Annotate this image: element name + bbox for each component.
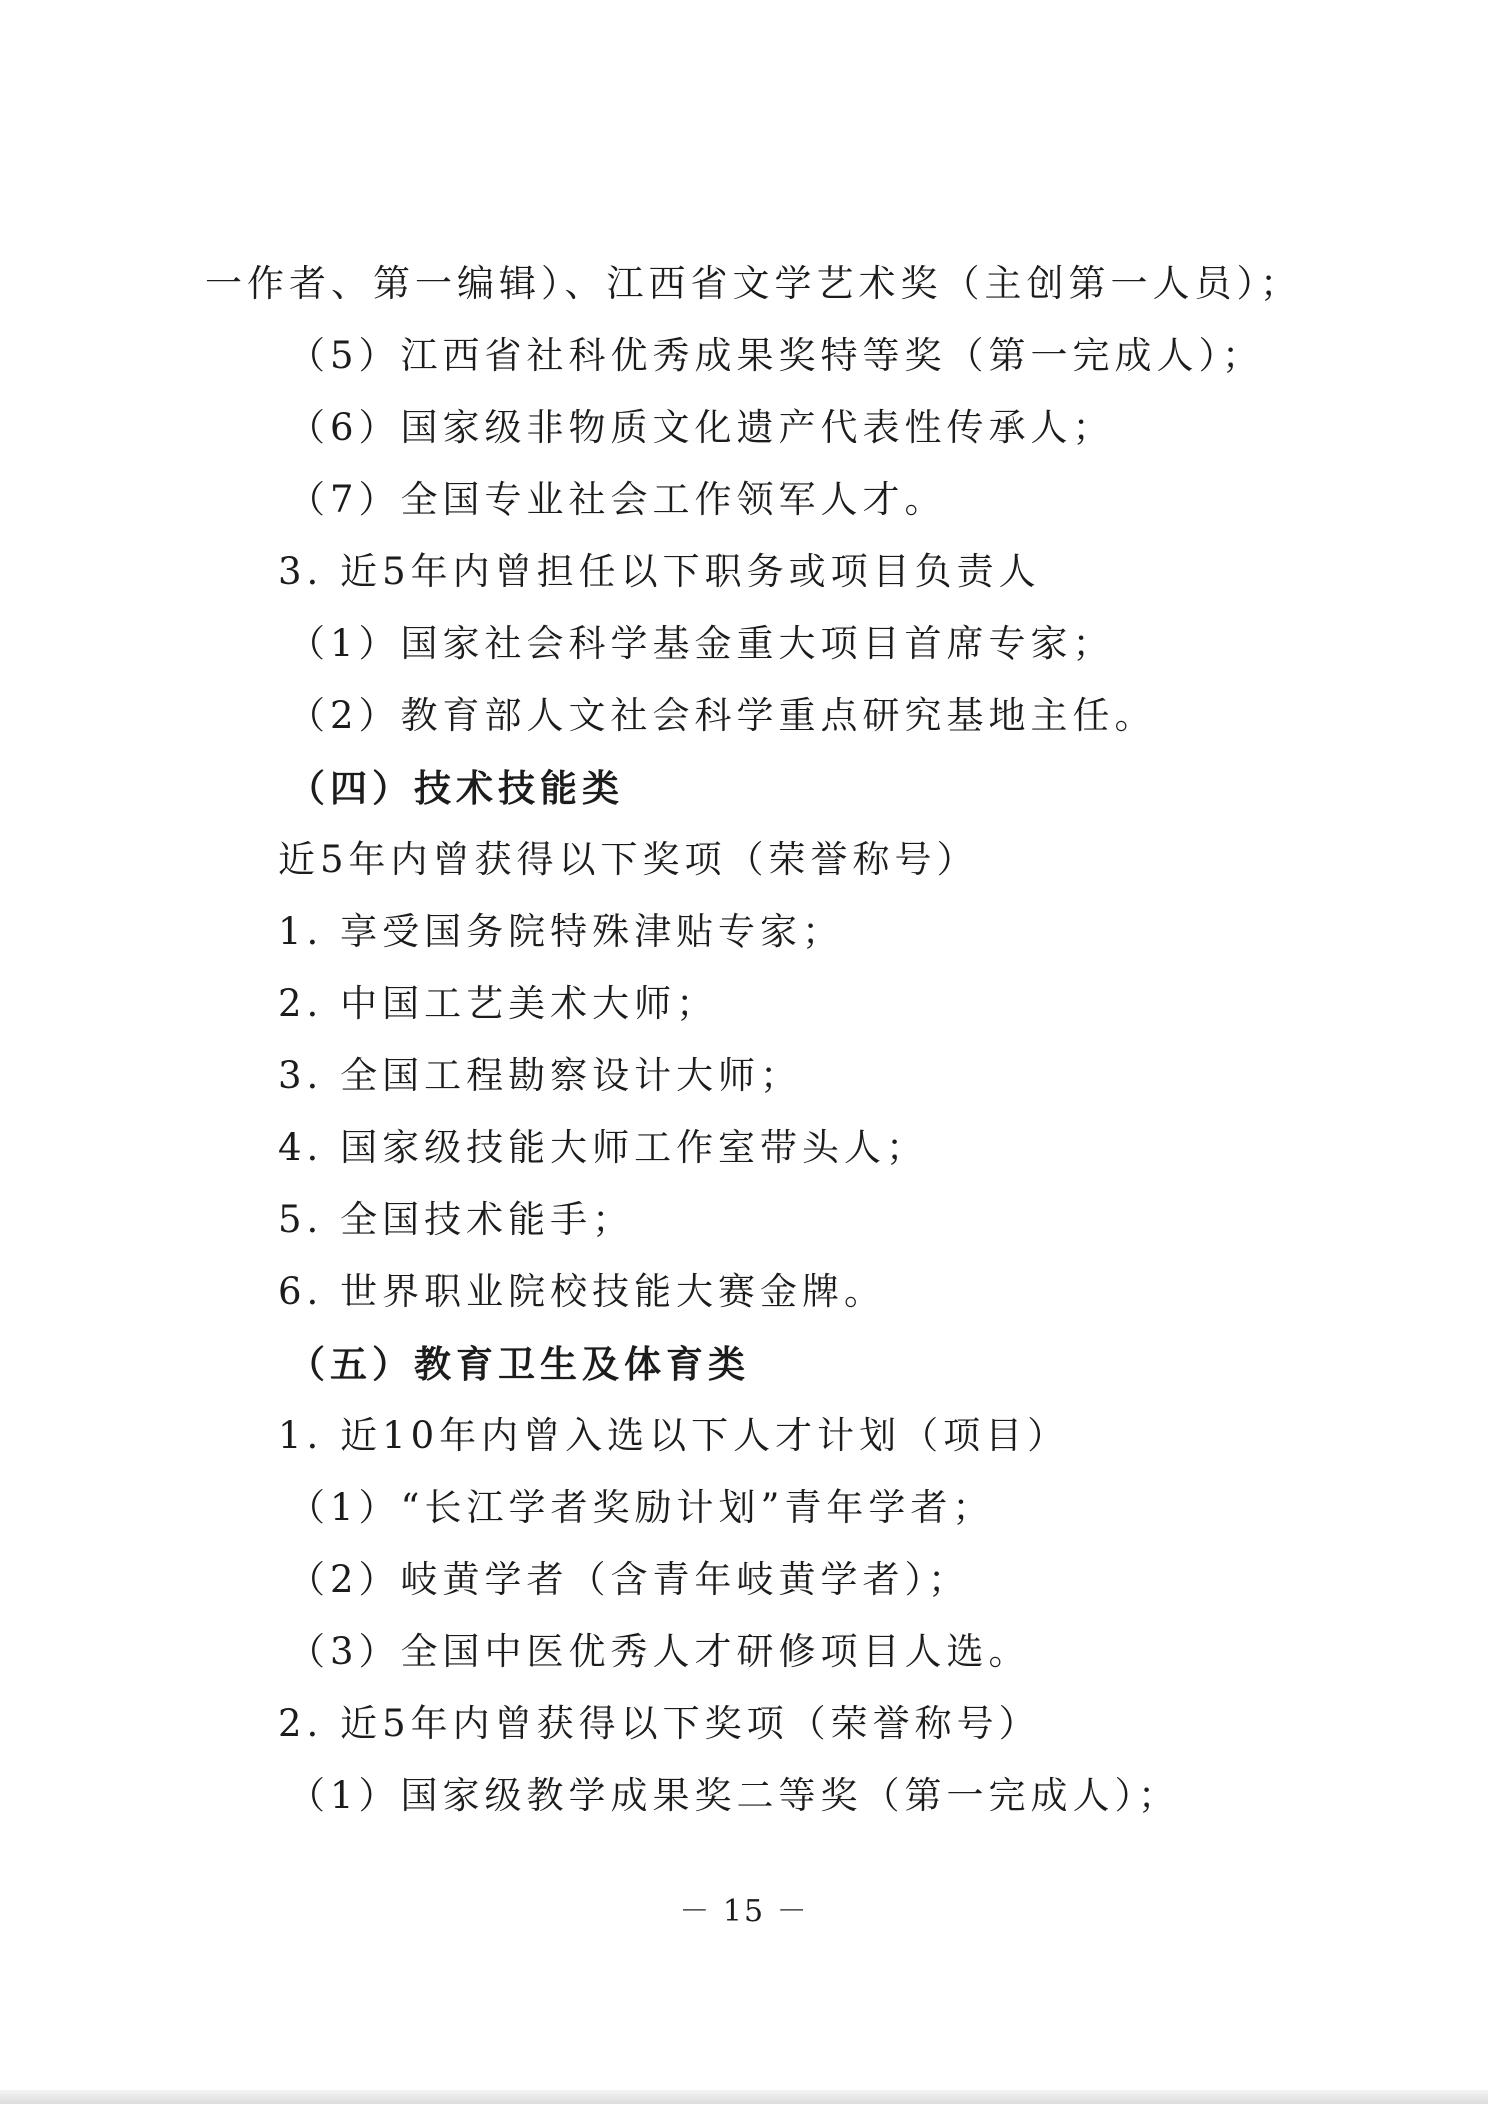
text-line: 近5年内曾获得以下奖项（荣誉称号） (278, 838, 979, 881)
section-heading: （五）教育卫生及体育类 (288, 1342, 750, 1386)
list-item: 2. 中国工艺美术大师； (278, 982, 719, 1025)
numbered-heading: 2. 近5年内曾获得以下奖项（荣誉称号） (278, 1702, 1041, 1745)
list-item: （5）江西省社科优秀成果奖特等奖（第一完成人）； (288, 334, 1265, 377)
section-heading: （四）技术技能类 (288, 766, 624, 810)
list-item: （3）全国中医优秀人才研修项目人选。 (288, 1630, 1031, 1673)
list-item: （2）教育部人文社会科学重点研究基地主任。 (288, 694, 1157, 737)
list-item: 5. 全国技术能手； (278, 1198, 635, 1241)
numbered-heading: 1. 近10年内曾入选以下人才计划（项目） (278, 1414, 1070, 1457)
numbered-heading: 3. 近5年内曾担任以下职务或项目负责人 (278, 550, 1041, 593)
list-item: 3. 全国工程勘察设计大师； (278, 1054, 803, 1097)
list-item: （1）国家社会科学基金重大项目首席专家； (288, 622, 1115, 665)
list-item: （6）国家级非物质文化遗产代表性传承人； (288, 406, 1115, 449)
list-item: （2）岐黄学者（含青年岐黄学者）； (288, 1558, 971, 1601)
list-item: 6. 世界职业院校技能大赛金牌。 (278, 1270, 887, 1313)
list-item: （1）国家级教学成果奖二等奖（第一完成人）； (288, 1774, 1181, 1817)
scan-edge (0, 2090, 1488, 2104)
list-item: 4. 国家级技能大师工作室带头人； (278, 1126, 929, 1169)
list-item: （7）全国专业社会工作领军人才。 (288, 478, 947, 521)
page-number: － 15 － (679, 1894, 809, 1929)
text-line: 一作者、第一编辑）、江西省文学艺术奖（主创第一人员）； (205, 262, 1302, 305)
list-item: （1）“长江学者奖励计划”青年学者； (288, 1486, 995, 1529)
list-item: 1. 享受国务院特殊津贴专家； (278, 910, 845, 953)
